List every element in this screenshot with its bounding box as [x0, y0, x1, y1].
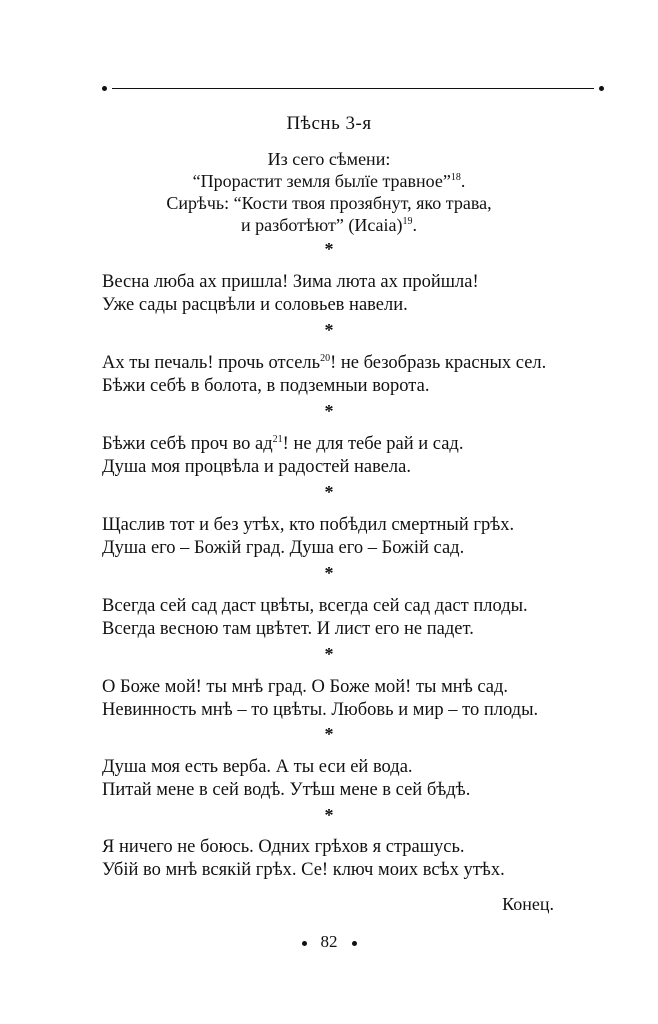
stanza — [102, 756, 622, 802]
epigraph-line: Сирѣчь: “Кости твоя прозябнут, яко трава, — [166, 193, 492, 213]
verse-text: ! не безобразь красных сел. — [330, 353, 547, 373]
epigraph-line — [0, 170, 658, 192]
stanza — [102, 433, 622, 479]
verse-line: Убiй во мнѣ всякiй грѣх. Се! ключ моих всѣх утѣх. — [102, 860, 505, 880]
verse-line: О Боже мой! ты мнѣ град. О Боже мой! ты мнѣ сад. — [102, 677, 509, 697]
end-text: Конец. — [502, 894, 554, 914]
verse-line: Душа моя процвѣла и радостей навела. — [102, 457, 411, 477]
footnote-ref: 18 — [450, 172, 461, 183]
epigraph-text: и разботѣют” (Исаiа) — [240, 215, 403, 235]
verse-line: Щаслив тот и без утѣх, кто побѣдил смертный грѣх. — [102, 515, 515, 535]
footnote-ref: 19 — [402, 216, 413, 227]
page-number: 82 — [320, 932, 338, 951]
epigraph-line: Из сего сѣмени: — [267, 149, 391, 169]
stanza-separator: * — [324, 805, 334, 825]
stanza-separator: * — [324, 239, 334, 259]
verse-line — [102, 352, 622, 375]
verse-line: Невинность мнѣ – то цвѣты. Любовь и мир – то плоды. — [102, 700, 539, 720]
stanza — [102, 676, 622, 722]
verse-line: Душа его – Божiй град. Душа его – Божiй сад. — [102, 538, 465, 558]
verse-text: Ах ты печаль! прочь отсель — [102, 353, 321, 373]
stanza-separator: * — [324, 724, 334, 744]
stanza — [102, 271, 622, 317]
stanza-separator: * — [324, 482, 334, 502]
epigraph — [0, 148, 658, 236]
stanza-separator: * — [324, 644, 334, 664]
verse-line: Всегда весною там цвѣтет. И лист его не падет. — [102, 619, 474, 639]
epigraph-punct: . — [460, 171, 466, 191]
rule-left-dot — [102, 86, 107, 91]
song-title: Пѣснь 3-я — [286, 113, 372, 134]
verse-line: Бѣжи себѣ в болота, в подземныи ворота. — [102, 376, 430, 396]
header-rule — [102, 86, 604, 92]
stanza-separator: * — [324, 320, 334, 340]
verse-line: Уже сады расцвѣли и соловьев навели. — [102, 295, 408, 315]
verse-line: Питай мене в сей водѣ. Утѣш мене в сей бѣдѣ. — [102, 780, 471, 800]
verse-text: Бѣжи себѣ проч во ад — [102, 434, 273, 454]
stanza — [102, 352, 622, 398]
epigraph-punct: . — [412, 215, 418, 235]
footnote-ref: 21 — [272, 434, 283, 445]
stanza-separator: * — [324, 401, 334, 421]
epigraph-line — [0, 214, 658, 236]
verse-line: Весна люба ах пришла! Зима люта ах пройшла! — [102, 272, 479, 292]
stanza — [102, 595, 622, 641]
verse-text: ! не для тебе рай и сад. — [282, 434, 464, 454]
stanza — [102, 836, 622, 882]
stanza — [102, 514, 622, 560]
epigraph-text: “Прорастит земля былїе травное” — [192, 171, 451, 191]
verse-line: Всегда сей сад даст цвѣты, всегда сей сад даст плоды. — [102, 596, 528, 616]
bullet-icon — [302, 941, 307, 946]
verse-line: Душа моя есть верба. А ты еси ей вода. — [102, 757, 413, 777]
verse-line — [102, 433, 622, 456]
rule-line — [112, 88, 594, 89]
rule-right-dot — [599, 86, 604, 91]
verse-line: Я ничего не боюсь. Одних грѣхов я страшусь. — [102, 837, 465, 857]
footnote-ref: 20 — [320, 353, 331, 364]
page-number-footer — [0, 932, 658, 952]
stanza-separator: * — [324, 563, 334, 583]
bullet-icon — [352, 941, 357, 946]
